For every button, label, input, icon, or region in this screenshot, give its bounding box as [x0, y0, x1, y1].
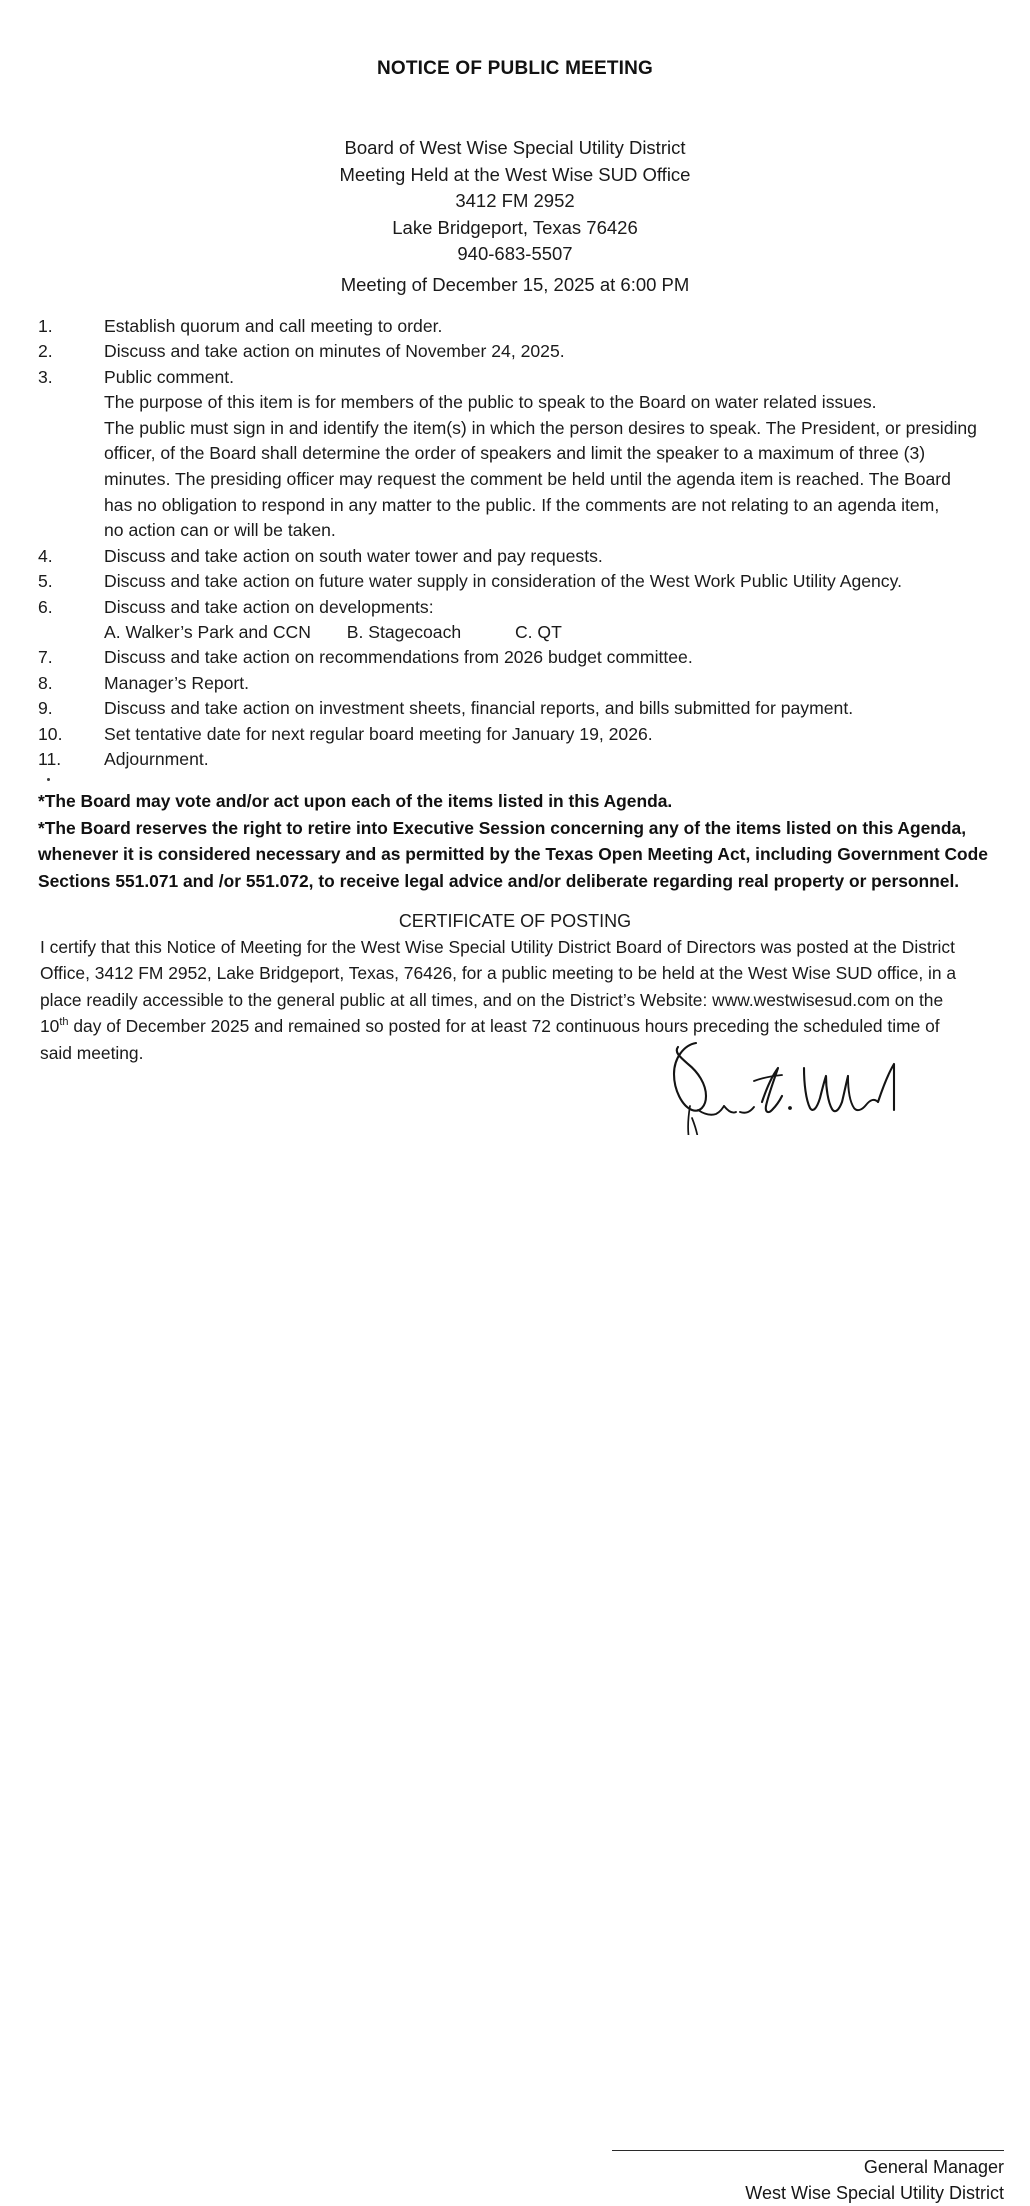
development-option-a: A. Walker’s Park and CCN	[104, 622, 311, 642]
agenda-item	[38, 595, 1003, 620]
handwritten-signature-icon	[622, 1040, 922, 1135]
agenda-item	[38, 314, 1003, 339]
public-comment-line: The public must sign in and identify the item(s) in which the person desires to speak. The President, or presiding	[104, 417, 977, 438]
agenda-item-number: 4.	[38, 545, 53, 566]
public-comment-line: has no obligation to respond in any matter to the public. If the comments are not relating to an agenda item,	[104, 494, 940, 515]
agenda-notes	[38, 788, 998, 894]
certificate-line: place readily accessible to the general public at all times, and on the District’s Website: www.westwisesud.com on the	[40, 989, 944, 1010]
agenda-item	[38, 645, 1003, 670]
agenda-item-number: 2.	[38, 341, 53, 362]
agenda-item-text: Discuss and take action on recommendations from 2026 budget committee.	[104, 647, 693, 668]
agenda-item-text: Set tentative date for next regular board meeting for January 19, 2026.	[104, 723, 653, 744]
agenda-list	[38, 314, 1003, 772]
agenda-item-text: Discuss and take action on developments:	[104, 596, 434, 617]
header-line-board: Board of West Wise Special Utility District	[344, 137, 686, 158]
developments-subitems	[104, 620, 1003, 645]
page-title: NOTICE OF PUBLIC MEETING	[376, 58, 654, 79]
signer-organization: West Wise Special Utility District	[745, 2183, 1004, 2203]
agenda-item-text: Public comment.	[104, 366, 235, 387]
agenda-item-number: 11.	[38, 749, 62, 770]
public-comment-paragraph	[104, 390, 1003, 544]
certificate-line-ordinal	[40, 1013, 1005, 1039]
header-line-city-state-zip: Lake Bridgeport, Texas 76426	[392, 216, 638, 238]
certificate-line: I certify that this Notice of Meeting for the West Wise Special Utility District Board of Directors was posted at the District	[40, 937, 955, 957]
agenda-item-text: Discuss and take action on south water tower and pay requests.	[104, 545, 603, 566]
public-comment-line: minutes. The presiding officer may request the comment be held until the agenda item is reached. The Board	[104, 469, 951, 489]
certificate-line-rest: day of December 2025 and remained so posted for at least 72 continuous hours preceding the scheduled time of	[68, 1016, 940, 1037]
meeting-datetime: Meeting of December 15, 2025 at 6:00 PM	[340, 274, 690, 295]
agenda-item-text: Adjournment.	[104, 749, 209, 770]
agenda-item-text: Discuss and take action on future water supply in consideration of the West Work Public Utility Agency.	[104, 571, 902, 592]
header-line-location: Meeting Held at the West Wise SUD Office	[339, 163, 691, 185]
certificate-line: Office, 3412 FM 2952, Lake Bridgeport, Texas, 76426, for a public meeting to be held at the West Wise SUD office, in a	[40, 963, 957, 984]
agenda-item-text: Manager’s Report.	[104, 672, 250, 693]
agenda-item-number: 6.	[38, 596, 53, 617]
agenda-item	[38, 544, 1003, 569]
agenda-item	[38, 722, 1003, 747]
agenda-item-number: 8.	[38, 672, 53, 693]
agenda-item-text: Discuss and take action on investment sheets, financial reports, and bills submitted for payment.	[104, 698, 854, 719]
public-comment-line: officer, of the Board shall determine the order of speakers and limit the speaker to a maximum of three (3)	[104, 443, 926, 464]
agenda-item-number: 7.	[38, 647, 53, 668]
posting-day-ordinal-suffix: th	[59, 1016, 69, 1029]
agenda-item	[38, 747, 1003, 772]
header-line-street: 3412 FM 2952	[455, 190, 575, 211]
signature-block	[612, 1040, 1004, 2203]
agenda-note-line: Sections 551.071 and /or 551.072, to receive legal advice and/or deliberate regarding real property or personnel.	[38, 870, 960, 891]
development-option-c: C. QT	[514, 622, 562, 642]
public-comment-line: The purpose of this item is for members of the public to speak to the Board on water related issues.	[104, 392, 877, 413]
scan-speck-artifact	[47, 778, 50, 781]
header-line-phone: 940-683-5507	[457, 243, 573, 264]
signature-labels	[612, 2154, 1004, 2206]
certificate-title: CERTIFICATE OF POSTING	[398, 911, 632, 931]
agenda-note-line: *The Board may vote and/or act upon each of the items listed in this Agenda.	[38, 791, 673, 811]
agenda-item-text: Establish quorum and call meeting to order.	[104, 316, 443, 336]
agenda-note-line: *The Board reserves the right to retire into Executive Session concerning any of the items listed on this Agenda,	[38, 817, 967, 838]
agenda-item-number: 9.	[38, 698, 53, 719]
agenda-item-number: 10.	[38, 723, 63, 744]
agenda-item-number: 3.	[38, 366, 53, 387]
public-comment-line: no action can or will be taken.	[104, 520, 336, 541]
agenda-item	[38, 696, 1003, 721]
agenda-note-line: whenever it is considered necessary and as permitted by the Texas Open Meeting Act, including Government Code	[38, 844, 988, 864]
posting-day-number: 10	[40, 1016, 60, 1037]
agenda-item-number: 1.	[38, 316, 53, 336]
agenda-item-text: Discuss and take action on minutes of November 24, 2025.	[104, 341, 565, 362]
agenda-item	[38, 569, 1003, 594]
signature-line	[612, 2150, 1004, 2151]
certificate-line: said meeting.	[40, 1042, 144, 1063]
signer-title: General Manager	[863, 2157, 1004, 2177]
agenda-item	[38, 339, 1003, 364]
agenda-item	[38, 671, 1003, 696]
agenda-item	[38, 365, 1003, 390]
meeting-header-block	[0, 135, 1030, 268]
development-option-b: B. Stagecoach	[346, 622, 462, 642]
agenda-item-number: 5.	[38, 571, 53, 592]
